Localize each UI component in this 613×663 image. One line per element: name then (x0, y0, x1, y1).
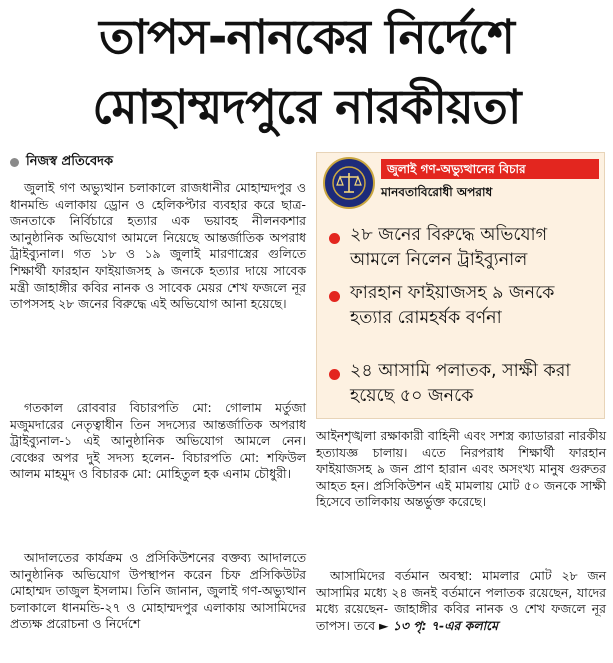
headline-line-1: তাপস-নানকের নির্দেশে (99, 10, 514, 65)
highlight-box (316, 152, 605, 419)
headline (0, 0, 613, 146)
body-paragraph-5 (316, 568, 606, 663)
body-paragraph-4: আইনশৃঙ্খলা রক্ষাকারী বাহিনী এবং সশস্ত্র ক্যাডাররা নারকীয় হত্যাযজ্ঞ চালায়। এতে নিরপরাধ শিক্ষার্থী ফারহান ফাইয়াজসহ ৯ জন প্রাণ হারান এবং অসংখ্য মানুষ গুরুতর আহত হন। প্রসিকিউশন এই মামলায় মোট ৫০ জনকে সাক্ষী হিসেবে তালিকায় অন্তর্ভুক্ত করেছে। (316, 428, 606, 510)
body-paragraph-2: গতকাল রোববার বিচারপতি মো: গোলাম মর্তুজা মজুমদারের নেতৃত্বাধীন তিন সদস্যের আন্তর্জাতিক অপরাধ ট্রাইব্যুনাল-১ এই আনুষ্ঠানিক অভিযোগ আমলে নেন। বেঞ্চের অপর দুই সদস্য হলেন- বিচারপতি মো: শফিউল আলম মাহমুদ ও বিচারক মো: মোহিতুল হক এনাম চৌধুরী। (10, 400, 306, 482)
body-paragraph-5-text: আসামিদের বর্তমান অবস্থা: মামলার মোট ২৮ জন আসামির মধ্যে ২৪ জনই বর্তমানে পলাতক রয়েছেন, যাদের মধ্যে রয়েছেন- জাহাঙ্গীর কবির নানক ও শেখ ফজলে নূর তাপস। তবে (316, 568, 606, 633)
continued-link-text: ১৩ পৃ: ৭-এর কলামে (392, 617, 499, 633)
red-bullet-icon (329, 369, 340, 380)
box-point (329, 281, 599, 331)
box-point-text: ফারহান ফাইয়াজসহ ৯ জনকে হত্যার রোমহর্ষক বর্ণনা (350, 283, 555, 328)
box-tag: জুলাই গণ-অভ্যুত্থানের বিচার (381, 159, 599, 179)
body-paragraph-3: আদালতের কার্যক্রম ও প্রসিকিউশনের বক্তব্য আদালতে আনুষ্ঠানিক অভিযোগ উপস্থাপন করেন চিফ প্রসিকিউটর মোহাম্মদ তাজুল ইসলাম। তিনি জানান, জুলাই গণ-অভ্যুত্থান চলাকালে ধানমন্ডি-২৭ ও মোহাম্মদপুর এলাকায় আসামিদের প্রত্যক্ষ প্ররোচনা ও নির্দেশে (10, 550, 306, 632)
box-point-text: ২৮ জনের বিরুদ্ধে অভিযোগ আমলে নিলেন ট্রাইব্যুনাল (350, 225, 548, 270)
box-point-text: ২৪ আসামি পলাতক, সাক্ষী করা হয়েছে ৫০ জনকে (350, 361, 571, 406)
byline-text: নিজস্ব প্রতিবেদক (26, 153, 114, 169)
body-paragraph-1: জুলাই গণ অভ্যুত্থান চলাকালে রাজধানীর মোহাম্মদপুর ও ধানমন্ডি এলাকায় ড্রোন ও হেলিকপ্টার ব্যবহার করে ছাত্র-জনতাকে নির্বিচারে হত্যার এক ভয়াবহ নীলনকশার আনুষ্ঠানিক অভিযোগ আমলে নিয়েছে আন্তর্জাতিক অপরাধ ট্রাইব্যুনাল। গত ১৮ ও ১৯ জুলাই মারণাস্ত্রের গুলিতে শিক্ষার্থী ফারহান ফাইয়াজসহ ৯ জনকে হত্যার দায়ে সাবেক মন্ত্রী জাহাঙ্গীর কবির নানক ও সাবেক মেয়র শেখ ফজলে নূর তাপসসহ ২৮ জনের বিরুদ্ধে এই অভিযোগ আনা হয়েছে। (10, 180, 306, 312)
red-bullet-icon (329, 291, 340, 302)
continued-link[interactable]: ► ১৩ পৃ: ৭-এর কলামে (378, 617, 499, 633)
box-point (329, 223, 599, 273)
tribunal-emblem-icon (323, 157, 375, 209)
headline-line-2: মোহাম্মদপুরে নারকীয়তা (92, 80, 521, 135)
byline (10, 151, 300, 173)
box-point (329, 359, 599, 409)
red-bullet-icon (329, 233, 340, 244)
box-subtag: মানবতাবিরোধী অপরাধ (381, 185, 493, 199)
bullet-dot-icon (10, 158, 19, 167)
